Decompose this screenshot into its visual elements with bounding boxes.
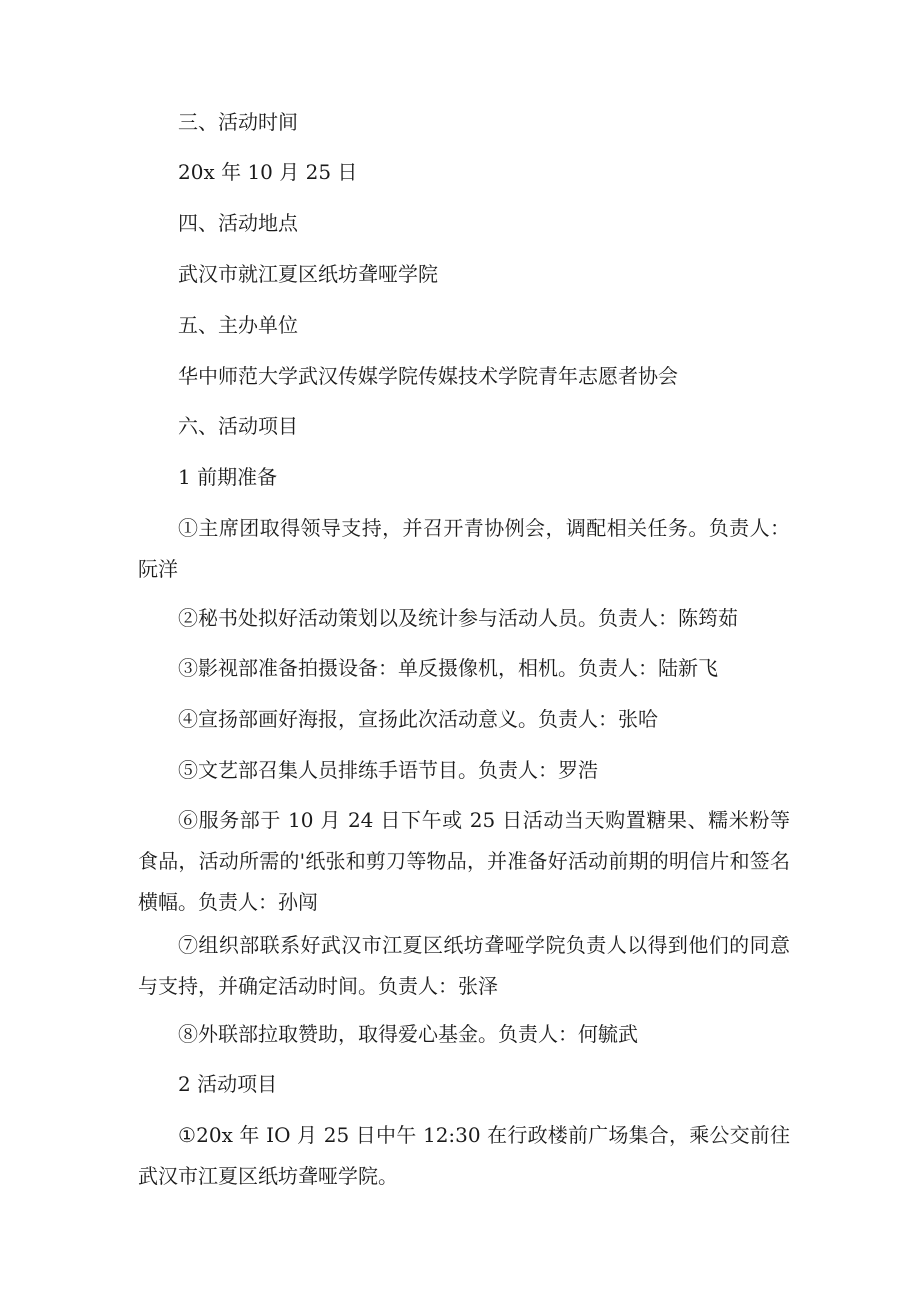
prep-item-2: ②秘书处拟好活动策划以及统计参与活动人员。负责人：陈筠茹 bbox=[178, 606, 738, 630]
heading-organizer: 五、主办单位 bbox=[178, 313, 298, 337]
activity-item-1: ①20x 年 IO 月 25 日中午 12:30 在行政楼前广场集合，乘公交前往武汉市江夏区纸坊聋哑学院。 bbox=[138, 1123, 790, 1188]
subheading-activity-items: 2 活动项目 bbox=[178, 1072, 278, 1096]
prep-item-7: ⑦组织部联系好武汉市江夏区纸坊聋哑学院负责人以得到他们的同意与支持，并确定活动时间。负责人：张泽 bbox=[138, 933, 790, 998]
heading-activity-time: 三、活动时间 bbox=[178, 110, 298, 134]
heading-activity-location: 四、活动地点 bbox=[178, 211, 298, 235]
prep-item-5: ⑤文艺部召集人员排练手语节目。负责人：罗浩 bbox=[178, 758, 598, 782]
prep-item-1: ①主席团取得领导支持，并召开青协例会，调配相关任务。负责人：阮洋 bbox=[138, 516, 790, 581]
subheading-preparation: 1 前期准备 bbox=[178, 465, 278, 489]
prep-item-8: ⑧外联部拉取赞助，取得爱心基金。负责人：何毓武 bbox=[178, 1022, 638, 1046]
heading-activity-items: 六、活动项目 bbox=[178, 414, 298, 438]
organizer: 华中师范大学武汉传媒学院传媒技术学院青年志愿者协会 bbox=[178, 364, 678, 388]
prep-item-4: ④宣扬部画好海报，宣扬此次活动意义。负责人：张哈 bbox=[178, 707, 658, 731]
prep-item-6: ⑥服务部于 10 月 24 日下午或 25 日活动当天购置糖果、糯米粉等食品，活动所需的'纸张和剪刀等物品，并准备好活动前期的明信片和签名横幅。负责人：孙闯 bbox=[138, 808, 790, 914]
activity-date: 20x 年 10 月 25 日 bbox=[178, 160, 358, 184]
activity-location: 武汉市就江夏区纸坊聋哑学院 bbox=[178, 262, 438, 286]
prep-item-3: ③影视部准备拍摄设备：单反摄像机，相机。负责人：陆新飞 bbox=[178, 656, 718, 680]
